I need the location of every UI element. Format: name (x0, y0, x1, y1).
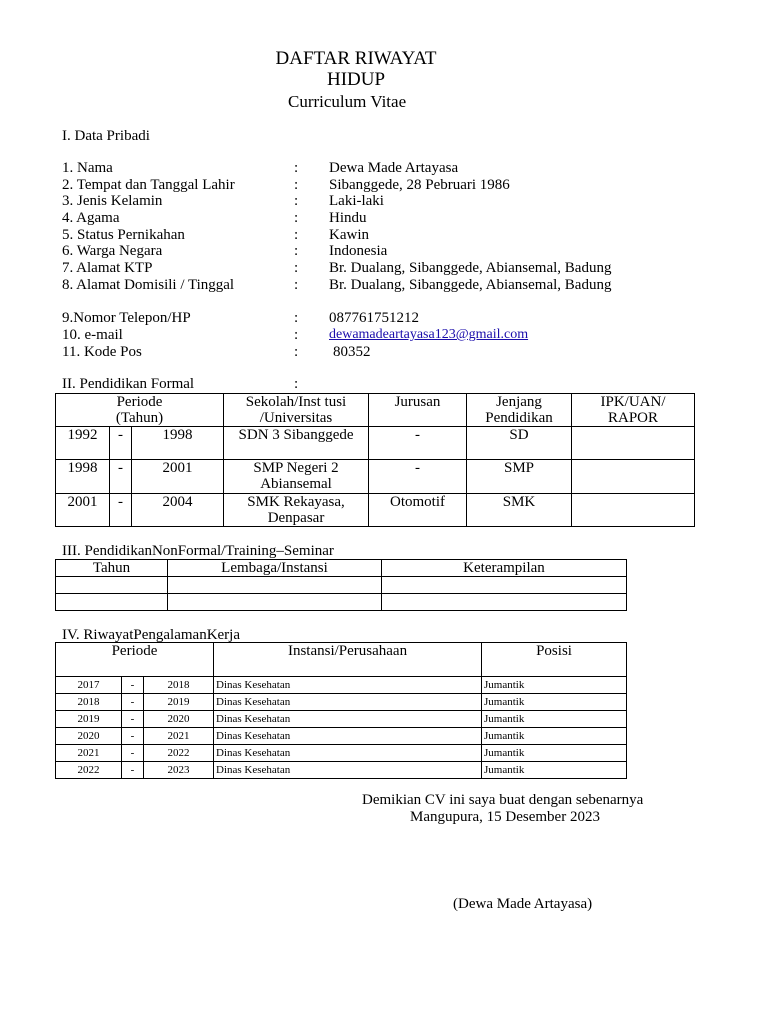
cell-dash: - (122, 762, 144, 779)
table-row (56, 677, 627, 694)
field-colon: : (294, 227, 299, 243)
cell-to: 2020 (144, 711, 214, 728)
field-label: 10. e-mail (62, 327, 123, 343)
table-header-row (56, 643, 627, 677)
header-tahun: Tahun (56, 560, 168, 577)
cell-dash: - (122, 694, 144, 711)
header-periode: Periode (56, 643, 214, 677)
doc-title-line1: DAFTAR RIWAYAT (275, 48, 437, 69)
cell-org: Dinas Kesehatan (214, 677, 482, 694)
cell-to: 2023 (144, 762, 214, 779)
personal-row (62, 160, 113, 177)
field-colon: : (294, 376, 299, 392)
section-work-title: IV. RiwayatPengalamanKerja (62, 627, 241, 643)
table-row (56, 762, 627, 779)
cell-org: Dinas Kesehatan (214, 745, 482, 762)
cell-position: Jumantik (482, 745, 627, 762)
cell-school: SDN 3 Sibanggede (224, 427, 369, 460)
field-value: Indonesia (329, 243, 388, 259)
header-instansi: Instansi/Perusahaan (214, 643, 482, 677)
field-value: Br. Dualang, Sibanggede, Abiansemal, Badung (329, 260, 612, 276)
field-colon: : (294, 344, 299, 360)
table-header-row (56, 394, 695, 427)
field-colon: : (294, 177, 299, 193)
field-value: Laki-laki (329, 193, 384, 209)
closing-statement: Demikian CV ini saya buat dengan sebenarnya (362, 792, 644, 808)
cell-to: 2018 (144, 677, 214, 694)
phone-value: 087761751212 (329, 310, 419, 326)
cell-major: Otomotif (369, 494, 467, 527)
table-row (56, 594, 627, 611)
field-colon: : (294, 260, 299, 276)
header-ipk: IPK/UAN/ RAPOR (572, 394, 695, 427)
table-row (56, 728, 627, 745)
cell-from: 2021 (56, 745, 122, 762)
doc-title-line2: HIDUP (326, 69, 386, 90)
table-row (56, 494, 695, 527)
field-label: 1. Nama (62, 160, 113, 176)
table-row (56, 711, 627, 728)
cell-dash: - (122, 711, 144, 728)
cell-from: 2018 (56, 694, 122, 711)
table-row (56, 427, 695, 460)
cell-org: Dinas Kesehatan (214, 694, 482, 711)
cell-score (572, 427, 695, 460)
cell-dash: - (122, 745, 144, 762)
work-table (55, 642, 627, 677)
field-label: 9.Nomor Telepon/HP (62, 310, 191, 326)
field-colon: : (294, 310, 299, 326)
field-label: 11. Kode Pos (62, 344, 142, 360)
field-value: Dewa Made Artayasa (329, 160, 459, 176)
cell-school: SMK Rekayasa, Denpasar (224, 494, 369, 527)
cell-position: Jumantik (482, 677, 627, 694)
cell-level: SD (467, 427, 572, 460)
table-row (56, 745, 627, 762)
field-label: 3. Jenis Kelamin (62, 193, 163, 209)
field-colon: : (294, 210, 299, 226)
cell-dash: - (110, 460, 132, 494)
doc-title (246, 48, 466, 90)
field-label: 6. Warga Negara (62, 243, 163, 259)
section-personal-title: I. Data Pribadi (62, 128, 150, 144)
field-label: 7. Alamat KTP (62, 260, 153, 276)
cell-position: Jumantik (482, 728, 627, 745)
cell-to: 2019 (144, 694, 214, 711)
table-row (56, 577, 627, 594)
header-keterampilan: Keterampilan (382, 560, 627, 577)
cell-to: 2001 (132, 460, 224, 494)
cell-level: SMP (467, 460, 572, 494)
cell-dash: - (122, 728, 144, 745)
header-periode: Periode (Tahun) (56, 394, 224, 427)
cell-position: Jumantik (482, 762, 627, 779)
cell-from: 1998 (56, 460, 110, 494)
email-link[interactable]: dewamadeartayasa123@gmail.com (329, 327, 529, 342)
field-label: 2. Tempat dan Tanggal Lahir (62, 177, 235, 193)
closing-place-date: Mangupura, 15 Desember 2023 (410, 809, 600, 825)
formal-education-table (55, 393, 695, 527)
header-lembaga: Lembaga/Instansi (168, 560, 382, 577)
field-value: Hindu (329, 210, 367, 226)
cell-score (572, 460, 695, 494)
field-label: 4. Agama (62, 210, 120, 226)
cell-org: Dinas Kesehatan (214, 728, 482, 745)
cell-major: - (369, 427, 467, 460)
header-sekolah: Sekolah/Inst tusi /Universitas (224, 394, 369, 427)
field-value: Br. Dualang, Sibanggede, Abiansemal, Badung (329, 277, 612, 293)
header-jurusan: Jurusan (369, 394, 467, 427)
work-rows-table (55, 676, 627, 779)
training-table (55, 559, 627, 611)
cell-from: 2020 (56, 728, 122, 745)
postal-code-value: 80352 (333, 344, 371, 360)
table-header-row (56, 560, 627, 577)
cell-to: 1998 (132, 427, 224, 460)
field-colon: : (294, 243, 299, 259)
cell-score (572, 494, 695, 527)
section-education-title: II. Pendidikan Formal (62, 376, 195, 392)
field-label: 8. Alamat Domisili / Tinggal (62, 277, 235, 293)
cell-from: 1992 (56, 427, 110, 460)
cell-school: SMP Negeri 2 Abiansemal (224, 460, 369, 494)
header-posisi: Posisi (482, 643, 627, 677)
field-value: Kawin (329, 227, 369, 243)
cell-to: 2022 (144, 745, 214, 762)
cell-level: SMK (467, 494, 572, 527)
cell-from: 2019 (56, 711, 122, 728)
table-row (56, 460, 695, 494)
cell-from: 2001 (56, 494, 110, 527)
field-colon: : (294, 277, 299, 293)
cell-org: Dinas Kesehatan (214, 711, 482, 728)
cell-position: Jumantik (482, 694, 627, 711)
header-jenjang: Jenjang Pendidikan (467, 394, 572, 427)
cell-position: Jumantik (482, 711, 627, 728)
section-training-title: III. PendidikanNonFormal/Training–Seminar (62, 543, 334, 559)
field-label: 5. Status Pernikahan (62, 227, 185, 243)
cell-to: 2021 (144, 728, 214, 745)
cell-to: 2004 (132, 494, 224, 527)
table-row (56, 694, 627, 711)
cell-dash: - (110, 427, 132, 460)
cell-major: - (369, 460, 467, 494)
cell-from: 2017 (56, 677, 122, 694)
field-colon: : (294, 160, 299, 176)
signature-name: (Dewa Made Artayasa) (453, 896, 593, 912)
field-value: Sibanggede, 28 Pebruari 1986 (329, 177, 510, 193)
cell-dash: - (110, 494, 132, 527)
cell-from: 2022 (56, 762, 122, 779)
cell-dash: - (122, 677, 144, 694)
field-colon: : (294, 193, 299, 209)
doc-subtitle: Curriculum Vitae (288, 92, 407, 111)
cell-org: Dinas Kesehatan (214, 762, 482, 779)
field-colon: : (294, 327, 299, 343)
